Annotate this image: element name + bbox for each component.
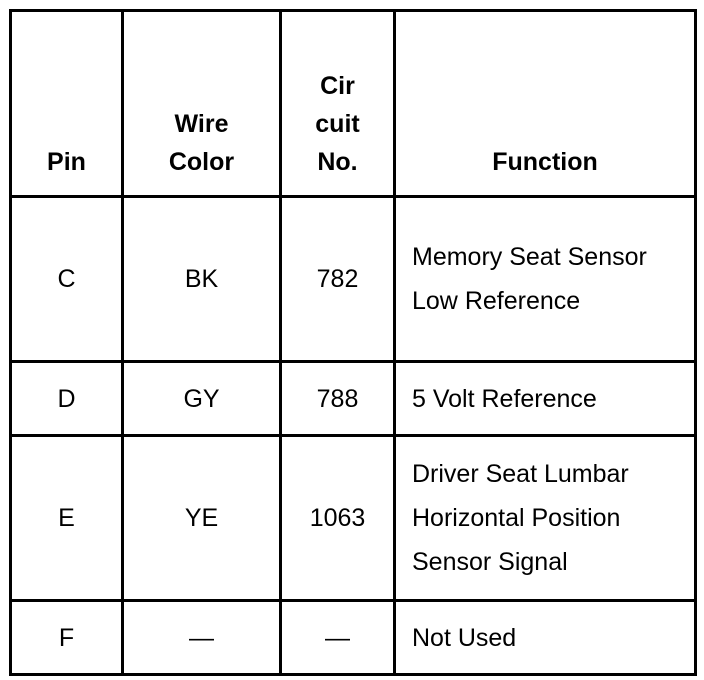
wire-color-cell: YE xyxy=(123,436,281,601)
function-line: Horizontal Position xyxy=(412,504,621,532)
table-header-row xyxy=(11,11,696,197)
circuit-no-cell: 788 xyxy=(281,362,395,436)
function-line: 5 Volt Reference xyxy=(412,384,597,413)
pin-cell: F xyxy=(11,601,123,675)
header-circuit-no-line: Cir xyxy=(320,72,355,100)
circuit-no-cell: 782 xyxy=(281,197,395,362)
header-circuit-no-line: cuit xyxy=(315,110,360,138)
table-row xyxy=(11,601,696,675)
wire-color-cell: GY xyxy=(123,362,281,436)
header-pin xyxy=(11,11,123,197)
function-cell xyxy=(395,601,696,675)
function-line: Sensor Signal xyxy=(412,548,568,576)
pin-cell: D xyxy=(11,362,123,436)
function-cell xyxy=(395,197,696,362)
function-cell xyxy=(395,436,696,601)
table-row xyxy=(11,436,696,601)
connector-pinout-table xyxy=(9,9,697,676)
function-line: Reference xyxy=(464,287,581,315)
pin-cell: E xyxy=(11,436,123,601)
header-function xyxy=(395,11,696,197)
function-line: Sensor Low xyxy=(412,243,647,315)
function-line: Memory Seat xyxy=(412,243,561,271)
function-line: Driver Seat Lumbar xyxy=(412,460,629,488)
wire-color-cell: — xyxy=(123,601,281,675)
header-pin-label: Pin xyxy=(47,148,86,176)
table-row xyxy=(11,362,696,436)
function-line: Not Used xyxy=(412,623,517,652)
header-wire-color-line: Color xyxy=(168,148,235,176)
function-cell xyxy=(395,362,696,436)
wire-color-cell: BK xyxy=(123,197,281,362)
pin-cell: C xyxy=(11,197,123,362)
header-circuit-no xyxy=(281,11,395,197)
header-function-label: Function xyxy=(492,148,598,176)
table-row xyxy=(11,197,696,362)
circuit-no-cell: 1063 xyxy=(281,436,395,601)
header-wire-color xyxy=(123,11,281,197)
circuit-no-cell: — xyxy=(281,601,395,675)
header-circuit-no-line: No. xyxy=(317,148,358,176)
header-wire-color-line: Wire xyxy=(174,110,229,138)
